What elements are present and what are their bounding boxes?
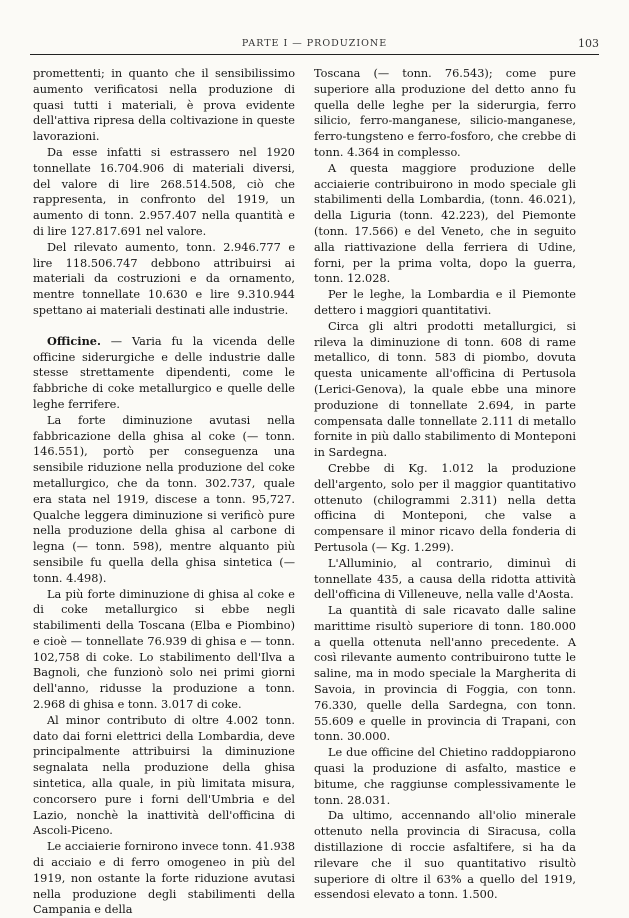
paragraph: Circa gli altri prodotti metallurgici, si rileva la diminuzione di tonn. 608 di rame metallico, di tonn. 583 di piombo, dovuta questa unicamente all'officina di Pertusola (Lerici-Genova), la quale ebbe una minore produzione di tonnellate 2.694, in parte compensata dalle tonnellate 2.111 di metallo fornite in più dallo stabilimento di Monteponi in Sardegna.	[314, 319, 576, 460]
paragraph: Da esse infatti si estrassero nel 1920 tonnellate 16.704.906 di materiali diversi, del valore di lire 268.514.508, ciò che rappresenta, in confronto del 1919, un aumento di tonn. 2.957.407 nella quantità e di lire 127.817.691 nel valore.	[33, 145, 295, 238]
paragraph: Del rilevato aumento, tonn. 2.946.777 e lire 118.506.747 debbono attribuirsi ai materiali da costruzioni e da ornamento, mentre tonnellate 10.630 e lire 9.310.944 spettano ai materiali destinati alle industrie.	[33, 240, 295, 317]
paragraph: Da ultimo, accennando all'olio minerale ottenuto nella provincia di Siracusa, colla distillazione di roccie asfaltifere, si ha da rilevare che il suo quantitativo risultò superiore di oltre il 63% a quello del 1919, essendosi elevato a tonn. 1.500.	[314, 809, 576, 902]
paragraph: La forte diminuzione avutasi nella fabbricazione della ghisa al coke (— tonn. 146.551), portò per conseguenza una sensibile riduzione nella produzione del coke metallurgico, che da tonn. 302.737, quale era stata nel 1919, discese a tonn. 95,727. Qualche leggera diminuzione si verificò pure nella produzione della ghisa al carbone di legna (— tonn. 598), mentre alquanto più sensibile fu quella della ghisa sintetica (— tonn. 4.498).	[33, 413, 295, 585]
paragraph: Le due officine del Chietino raddoppiarono quasi la produzione di asfalto, mastice e bitume, che raggiunse complessivamente le tonn. 28.031.	[314, 746, 576, 807]
paragraph: Le acciaierie fornirono invece tonn. 41.938 di acciaio e di ferro omogeneo in più del 1919, non ostante la forte riduzione avutasi nella produzione degli stabilimenti della Campania e della	[33, 840, 295, 917]
paragraph: Toscana (— tonn. 76.543); come pure superiore alla produzione del detto anno fu quella delle leghe per la siderurgia, ferro silicio, ferro-manganese, silicio-manganese, ferro-tungsteno e ferro-fosforo, che crebbe di tonn. 4.364 in complesso.	[314, 67, 576, 159]
paragraph: A questa maggiore produzione delle acciaierie contribuirono in modo speciale gli stabilimenti della Lombardia, (tonn. 46.021), della Liguria (tonn. 42.223), del Piemonte (tonn. 17.566) e del Veneto, che in seguito alla riattivazione della ferriera di Udine, forni, per la prima volta, dopo la guerra, tonn. 12.028.	[314, 161, 576, 286]
right-column	[314, 66, 576, 903]
paragraph-text: — Varia fu la vicenda delle officine siderurgiche e delle industrie dalle stesse strettamente dipendenti, come le fabbriche di coke metallurgico e quelle delle leghe ferrifere.	[33, 334, 295, 411]
page-number: 103	[578, 37, 599, 50]
paragraph: La quantità di sale ricavato dalle saline marittime risultò superiore di tonn. 180.000 a quella ottenuta nell'anno precedente. A così rilevante aumento contribuirono tutte le saline, ma in modo speciale la Margherita di Savoia, in provincia di Foggia, con tonn. 76.330, quelle della Sardegna, con tonn. 55.609 e quelle in provincia di Trapani, con tonn. 30.000.	[314, 604, 576, 744]
paragraph: Al minor contributo di oltre 4.002 tonn. dato dai forni elettrici della Lombardia, deve principalmente attribuirsi la diminuzione segnalata nella produzione della ghisa sintetica, alla quale, in più limitata misura, concorsero pure i forni dell'Umbria e del Lazio, nonchè la inattività dell'officina di Ascoli-Piceno.	[33, 713, 295, 838]
section-heading: Officine.	[47, 333, 101, 348]
paragraph: Per le leghe, la Lombardia e il Piemonte dettero i maggiori quantitativi.	[314, 288, 576, 317]
paragraph: promettenti; in quanto che il sensibilissimo aumento verificatosi nella produzione di quasi tutti i materiali, è prova evidente dell'attiva ripresa della coltivazione in queste lavorazioni.	[33, 67, 295, 144]
left-column	[33, 66, 295, 918]
paragraph: Crebbe di Kg. 1.012 la produzione dell'argento, solo per il maggior quantitativo ottenuto (chilogrammi 2.311) nella detta officina di Monteponi, che valse a compensare il minor ricavo della fonderia di Pertusola (— Kg. 1.299).	[314, 461, 576, 554]
running-head: PARTE I — PRODUZIONE	[241, 38, 388, 49]
paragraph-officine	[33, 334, 295, 413]
paragraph: L'Alluminio, al contrario, diminuì di tonnellate 435, a causa della ridotta attività dell'officina di Villeneuve, nella valle d'Aosta.	[314, 556, 576, 602]
page-header	[30, 38, 599, 55]
paragraph: La più forte diminuzione di ghisa al coke e di coke metallurgico si ebbe negli stabilimenti della Toscana (Elba e Piombino) e cioè — tonnellate 76.939 di ghisa e — tonn. 102,758 di coke. Lo stabilimento dell'Ilva a Bagnoli, che funzionò solo nei primi giorni dell'anno, ridusse la produzione a tonn. 2.968 di ghisa e tonn. 3.017 di coke.	[33, 587, 295, 712]
